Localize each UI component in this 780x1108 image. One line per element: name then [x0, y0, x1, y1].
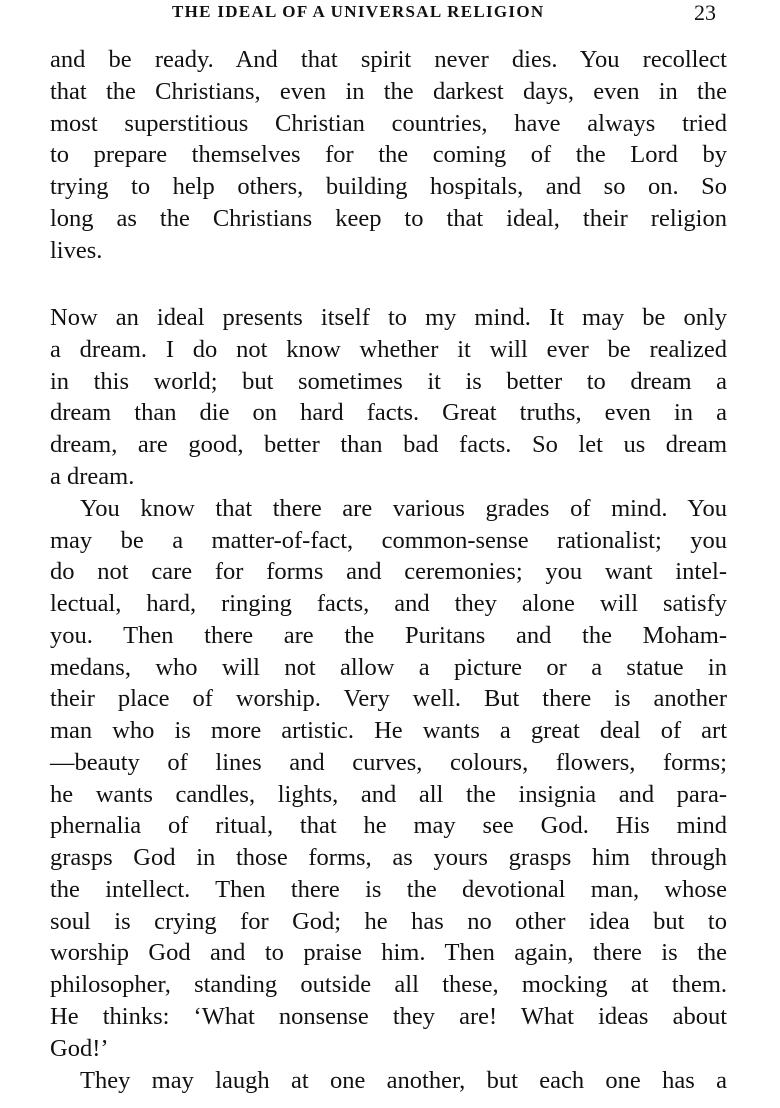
text-line: he wants candles, lights, and all the insignia and para- [50, 781, 727, 808]
text-line: worship God and to praise him. Then again, there is the [50, 939, 727, 966]
text-line: You know that there are various grades of mind. You [80, 495, 727, 522]
text-line: trying to help others, building hospitals, and so on. So [50, 173, 727, 200]
text-line: a dream. I do not know whether it will ever be realized [50, 336, 727, 363]
text-line: philosopher, standing outside all these, mocking at them. [50, 971, 727, 998]
text-line: to prepare themselves for the coming of the Lord by [50, 141, 727, 168]
text-line: may be a matter-of-fact, common-sense rationalist; you [50, 527, 727, 554]
text-line: He thinks: ‘What nonsense they are! What ideas about [50, 1003, 727, 1030]
text-line: God!’ [50, 1035, 109, 1062]
text-line: do not care for forms and ceremonies; you want intel- [50, 558, 727, 585]
text-line: man who is more artistic. He wants a great deal of art [50, 717, 727, 744]
text-line: a dream. [50, 463, 135, 490]
text-line: most superstitious Christian countries, have always tried [50, 110, 727, 137]
text-line: phernalia of ritual, that he may see God. His mind [50, 812, 727, 839]
text-line: the intellect. Then there is the devotional man, whose [50, 876, 727, 903]
text-line: lectual, hard, ringing facts, and they alone will satisfy [50, 590, 727, 617]
text-line: grasps God in those forms, as yours grasps him through [50, 844, 727, 871]
text-line: Now an ideal presents itself to my mind. It may be only [50, 304, 727, 331]
text-line: in this world; but sometimes it is better to dream a [50, 368, 727, 395]
text-line: lives. [50, 237, 103, 264]
running-head-title: THE IDEAL OF A UNIVERSAL RELIGION [172, 2, 545, 21]
text-line: dream, are good, better than bad facts. So let us dream [50, 431, 727, 458]
text-line: you. Then there are the Puritans and the Moham- [50, 622, 727, 649]
text-line: medans, who will not allow a picture or a statue in [50, 654, 727, 681]
text-line: long as the Christians keep to that ideal, their religion [50, 205, 727, 232]
page-number: 23 [694, 0, 716, 25]
text-line: —beauty of lines and curves, colours, flowers, forms; [50, 749, 727, 776]
text-line: They may laugh at one another, but each one has a [80, 1067, 727, 1094]
text-line: and be ready. And that spirit never dies. You recollect [50, 46, 727, 73]
text-line: their place of worship. Very well. But there is another [50, 685, 727, 712]
text-line: that the Christians, even in the darkest days, even in the [50, 78, 727, 105]
text-line: soul is crying for God; he has no other idea but to [50, 908, 727, 935]
text-line: dream than die on hard facts. Great truths, even in a [50, 399, 727, 426]
